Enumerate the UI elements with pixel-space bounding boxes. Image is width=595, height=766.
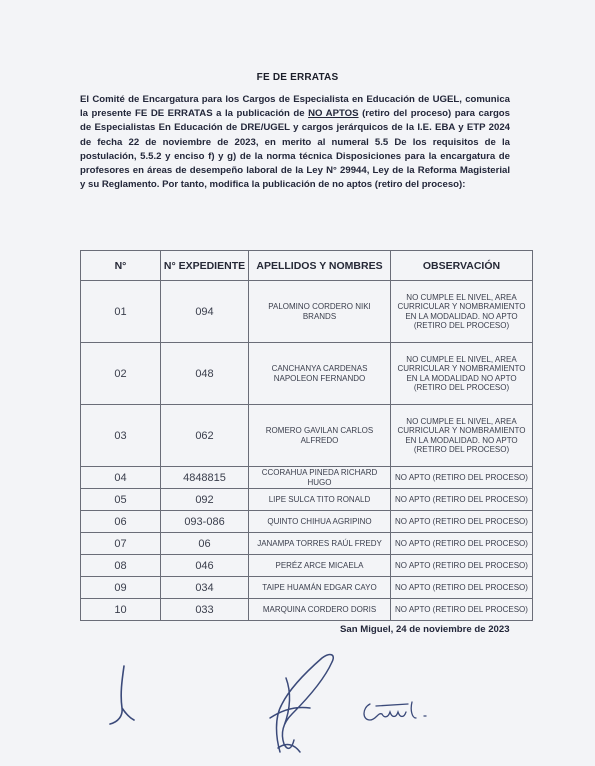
cell-num: 09	[81, 577, 161, 599]
header-expediente: N° EXPEDIENTE	[161, 251, 249, 281]
cell-num: 06	[81, 511, 161, 533]
cell-observacion: NO CUMPLE EL NIVEL, AREA CURRICULAR Y NOMBRAMIENTO EN LA MODALIDAD. NO APTO (RETIRO DEL PROCESO)	[391, 281, 533, 343]
table-row	[81, 577, 533, 599]
cell-expediente: 093-086	[161, 511, 249, 533]
cell-observacion: NO CUMPLE EL NIVEL, AREA CURRICULAR Y NOMBRAMIENTO EN LA MODALIDAD. NO APTO (RETIRO DEL PROCESO)	[391, 405, 533, 467]
cell-observacion: NO APTO (RETIRO DEL PROCESO)	[391, 467, 533, 489]
table-row	[81, 281, 533, 343]
intro-text-part1: El Comité de Encargatura para los Cargos de Especialista en Educación de UGEL, comunica la presente FE DE ERRATAS a la publicación de	[80, 94, 510, 120]
intro-paragraph	[80, 93, 510, 192]
cell-num: 08	[81, 555, 161, 577]
signature-center	[240, 648, 350, 760]
cell-nombre: PERÉZ ARCE MICAELA	[249, 555, 391, 577]
document-title: FE DE ERRATAS	[256, 72, 339, 83]
table-row	[81, 405, 533, 467]
signature-left	[98, 660, 138, 730]
cell-num: 01	[81, 281, 161, 343]
cell-observacion: NO APTO (RETIRO DEL PROCESO)	[391, 599, 533, 621]
header-nombres: APELLIDOS Y NOMBRES	[249, 251, 391, 281]
cell-expediente: 033	[161, 599, 249, 621]
cell-observacion: NO APTO (RETIRO DEL PROCESO)	[391, 577, 533, 599]
cell-expediente: 046	[161, 555, 249, 577]
cell-expediente: 4848815	[161, 467, 249, 489]
cell-num: 10	[81, 599, 161, 621]
table-row	[81, 533, 533, 555]
table-row	[81, 467, 533, 489]
cell-observacion: NO APTO (RETIRO DEL PROCESO)	[391, 489, 533, 511]
cell-observacion: NO CUMPLE EL NIVEL, AREA CURRICULAR Y NOMBRAMIENTO EN LA MODALIDAD NO APTO (RETIRO DEL PROCESO)	[391, 343, 533, 405]
cell-num: 02	[81, 343, 161, 405]
table-row	[81, 511, 533, 533]
cell-expediente: 094	[161, 281, 249, 343]
intro-text-part2: (retiro del proceso) para cargos de Especialistas En Educación de DRE/UGEL y cargos jerárquicos de la I.E. EBA y ETP 2024 de fecha 22 de noviembre de 2023, en merito al numeral 5.5 De los requisitos de la postulación, 5.5.2 y enciso f) y g) de la norma técnica Disposiciones para la encargatura de profesores en áreas de desempeño laboral de la Ley N° 29944, Ley de la Reforma Magisterial y su Reglamento. Por tanto, modifica la publicación de no aptos (retiro del proceso):	[80, 108, 510, 191]
cell-expediente: 092	[161, 489, 249, 511]
signature-right	[356, 694, 436, 730]
intro-underlined-text: NO APTOS	[308, 108, 359, 120]
cell-expediente: 062	[161, 405, 249, 467]
cell-nombre: CANCHANYA CARDENAS NAPOLEON FERNANDO	[249, 343, 391, 405]
no-aptos-table	[80, 250, 533, 621]
cell-expediente: 034	[161, 577, 249, 599]
table-header-row	[81, 251, 533, 281]
cell-observacion: NO APTO (RETIRO DEL PROCESO)	[391, 511, 533, 533]
cell-nombre: TAIPE HUAMÁN EDGAR CAYO	[249, 577, 391, 599]
header-num: N°	[81, 251, 161, 281]
cell-nombre: QUINTO CHIHUA AGRIPINO	[249, 511, 391, 533]
cell-num: 07	[81, 533, 161, 555]
cell-num: 04	[81, 467, 161, 489]
cell-num: 03	[81, 405, 161, 467]
cell-expediente: 048	[161, 343, 249, 405]
cell-nombre: ROMERO GAVILAN CARLOS ALFREDO	[249, 405, 391, 467]
table-row	[81, 599, 533, 621]
cell-nombre: JANAMPA TORRES RAÚL FREDY	[249, 533, 391, 555]
table-row	[81, 489, 533, 511]
header-observacion: OBSERVACIÓN	[391, 251, 533, 281]
cell-num: 05	[81, 489, 161, 511]
cell-nombre: LIPE SULCA TITO RONALD	[249, 489, 391, 511]
date-line: San Miguel, 24 de noviembre de 2023	[340, 624, 510, 635]
table-row	[81, 343, 533, 405]
cell-nombre: MARQUINA CORDERO DORIS	[249, 599, 391, 621]
cell-nombre: PALOMINO CORDERO NIKI BRANDS	[249, 281, 391, 343]
cell-nombre: CCORAHUA PINEDA RICHARD HUGO	[249, 467, 391, 489]
table-row	[81, 555, 533, 577]
cell-observacion: NO APTO (RETIRO DEL PROCESO)	[391, 533, 533, 555]
cell-expediente: 06	[161, 533, 249, 555]
cell-observacion: NO APTO (RETIRO DEL PROCESO)	[391, 555, 533, 577]
